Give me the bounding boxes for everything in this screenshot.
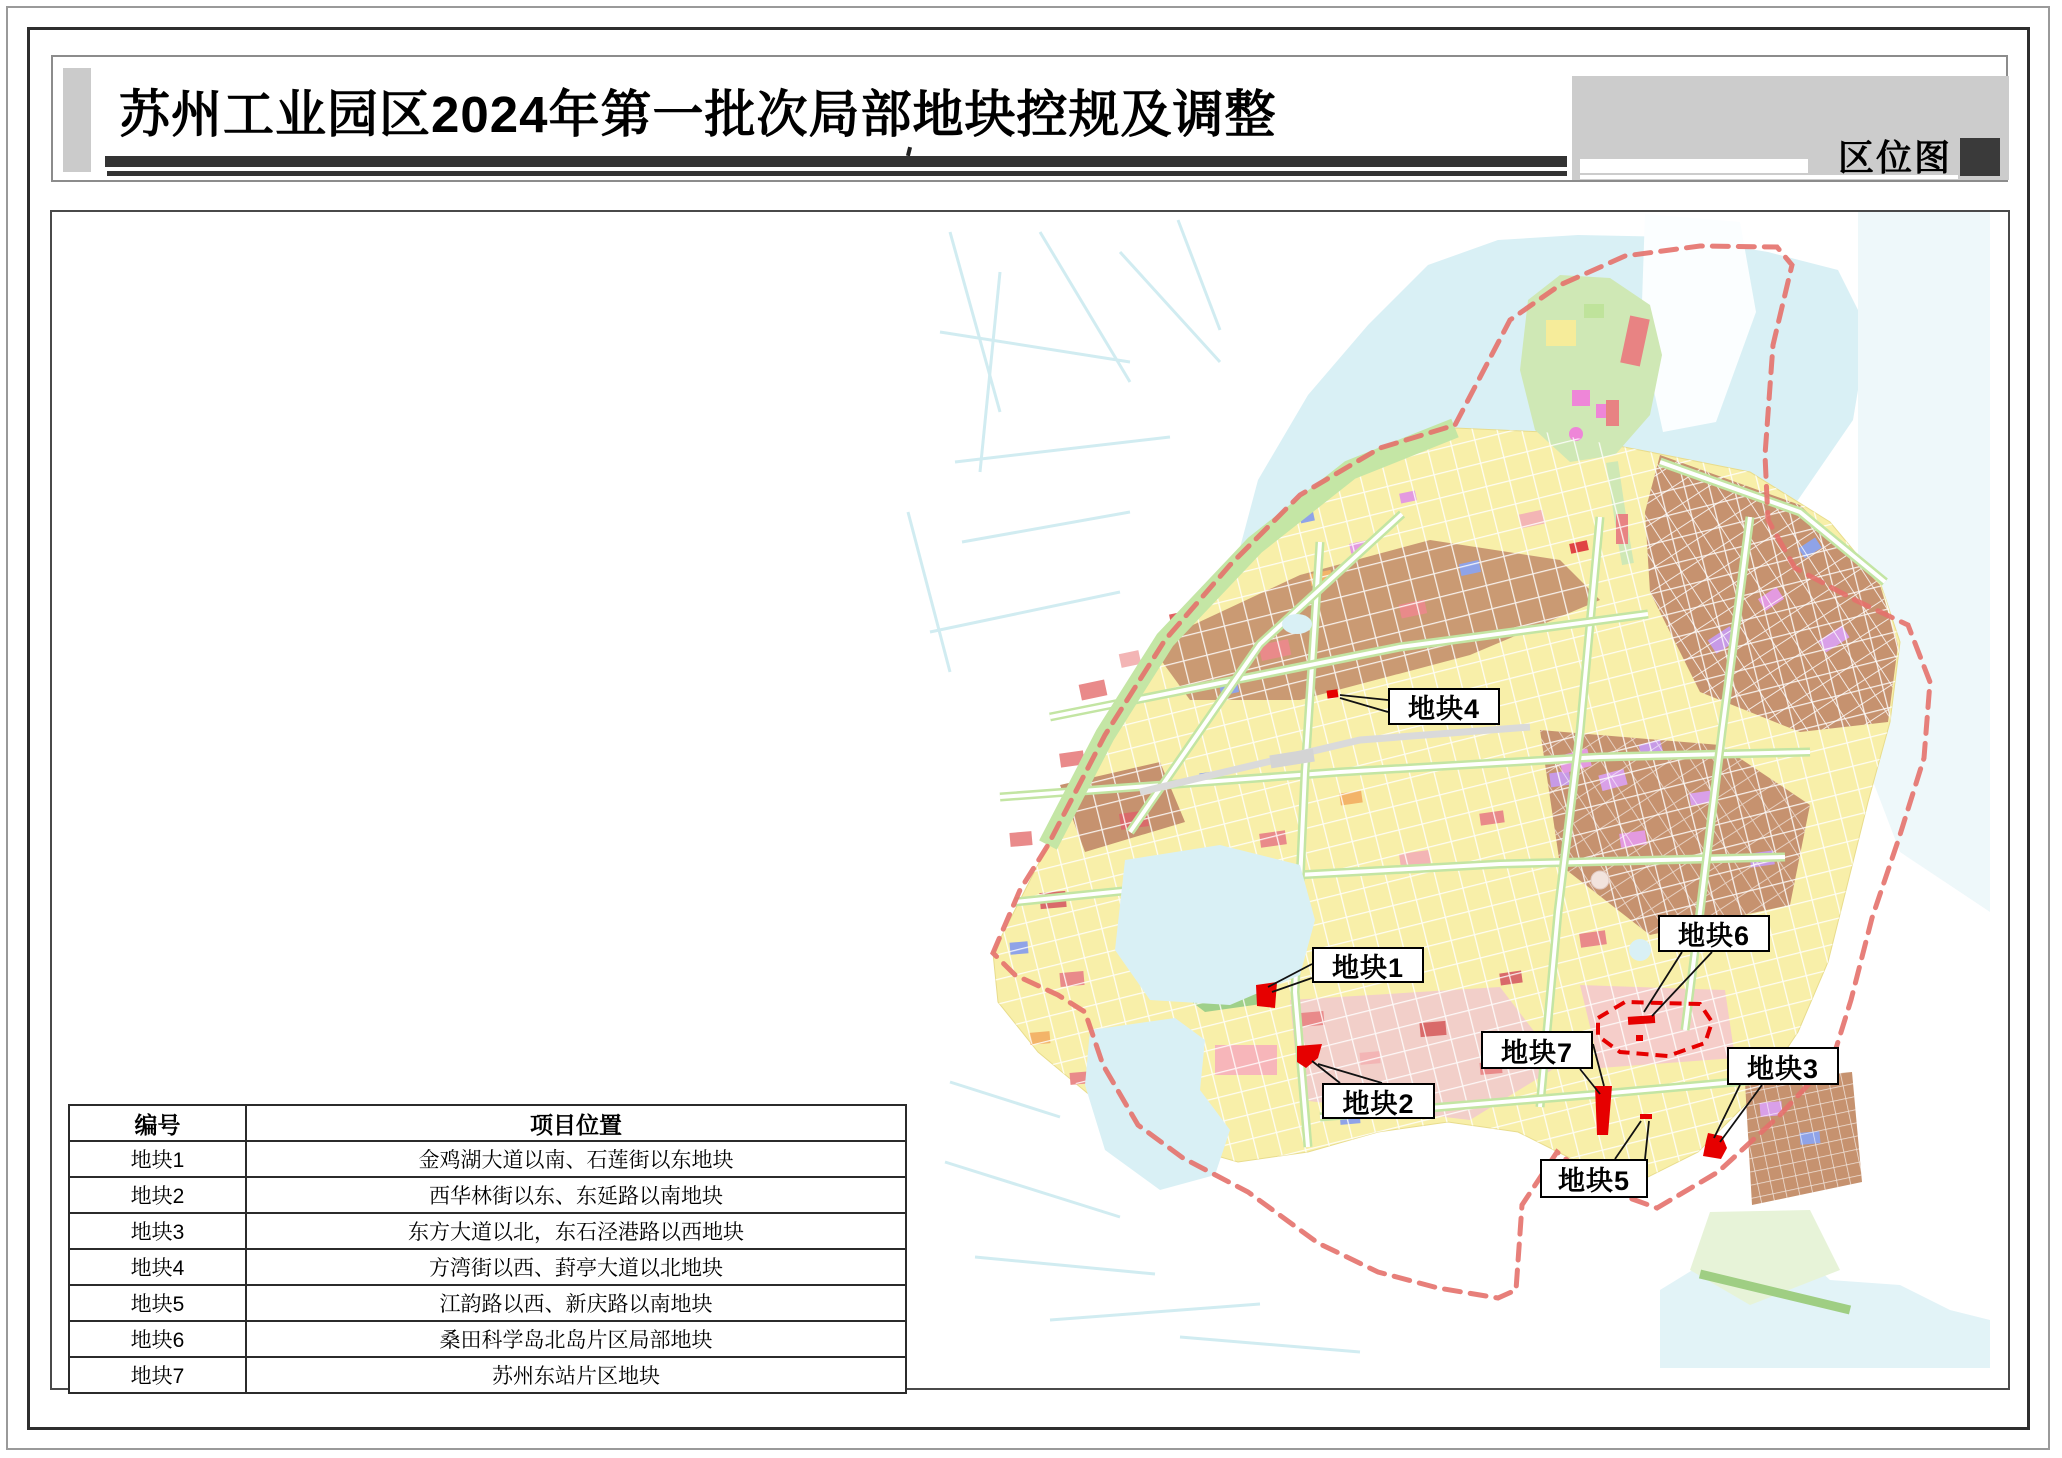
title-underline-thin [107, 171, 1567, 176]
table-header-row [69, 1105, 906, 1141]
table-row: 地块1 金鸡湖大道以南、石莲街以东地块 [69, 1141, 906, 1177]
table-row: 地块5 江韵路以西、新庆路以南地块 [69, 1285, 906, 1321]
corner-panel [1572, 76, 2009, 180]
header [51, 55, 2008, 182]
map-type-label: 区位图 [1838, 137, 1953, 178]
title-tick-mark [906, 147, 912, 157]
plot-location-table [68, 1104, 907, 1394]
table-row: 地块7 苏州东站片区地块 [69, 1357, 906, 1393]
plot5-marker [1640, 1114, 1652, 1119]
title-underline-thick [105, 156, 1567, 167]
table-row: 地块2 西华林街以东、东延路以南地块 [69, 1177, 906, 1213]
col-header-location: 项目位置 [246, 1105, 906, 1141]
table-row: 地块4 方湾街以西、葑亭大道以北地块 [69, 1249, 906, 1285]
plot2-callout: 地块2 [1322, 1083, 1435, 1119]
corner-stripe [1580, 159, 1808, 173]
page-title: 苏州工业园区2024年第一批次局部地块控规及调整 [119, 86, 1277, 143]
table-row: 地块3 东方大道以北，东石泾港路以西地块 [69, 1213, 906, 1249]
plot1-callout: 地块1 [1312, 947, 1424, 983]
plot4-marker [1326, 689, 1338, 698]
table-row: 地块6 桑田科学岛北岛片区局部地块 [69, 1321, 906, 1357]
plot1-marker [1256, 982, 1277, 1008]
plot7-callout: 地块7 [1481, 1031, 1593, 1069]
plot4-callout: 地块4 [1388, 688, 1500, 725]
col-header-id: 编号 [69, 1105, 246, 1141]
plot5-callout: 地块5 [1540, 1159, 1648, 1198]
plot6-callout: 地块6 [1658, 915, 1770, 952]
plot3-callout: 地块3 [1727, 1047, 1839, 1085]
title-accent-bar [63, 68, 91, 172]
corner-square-icon [1960, 138, 2000, 176]
